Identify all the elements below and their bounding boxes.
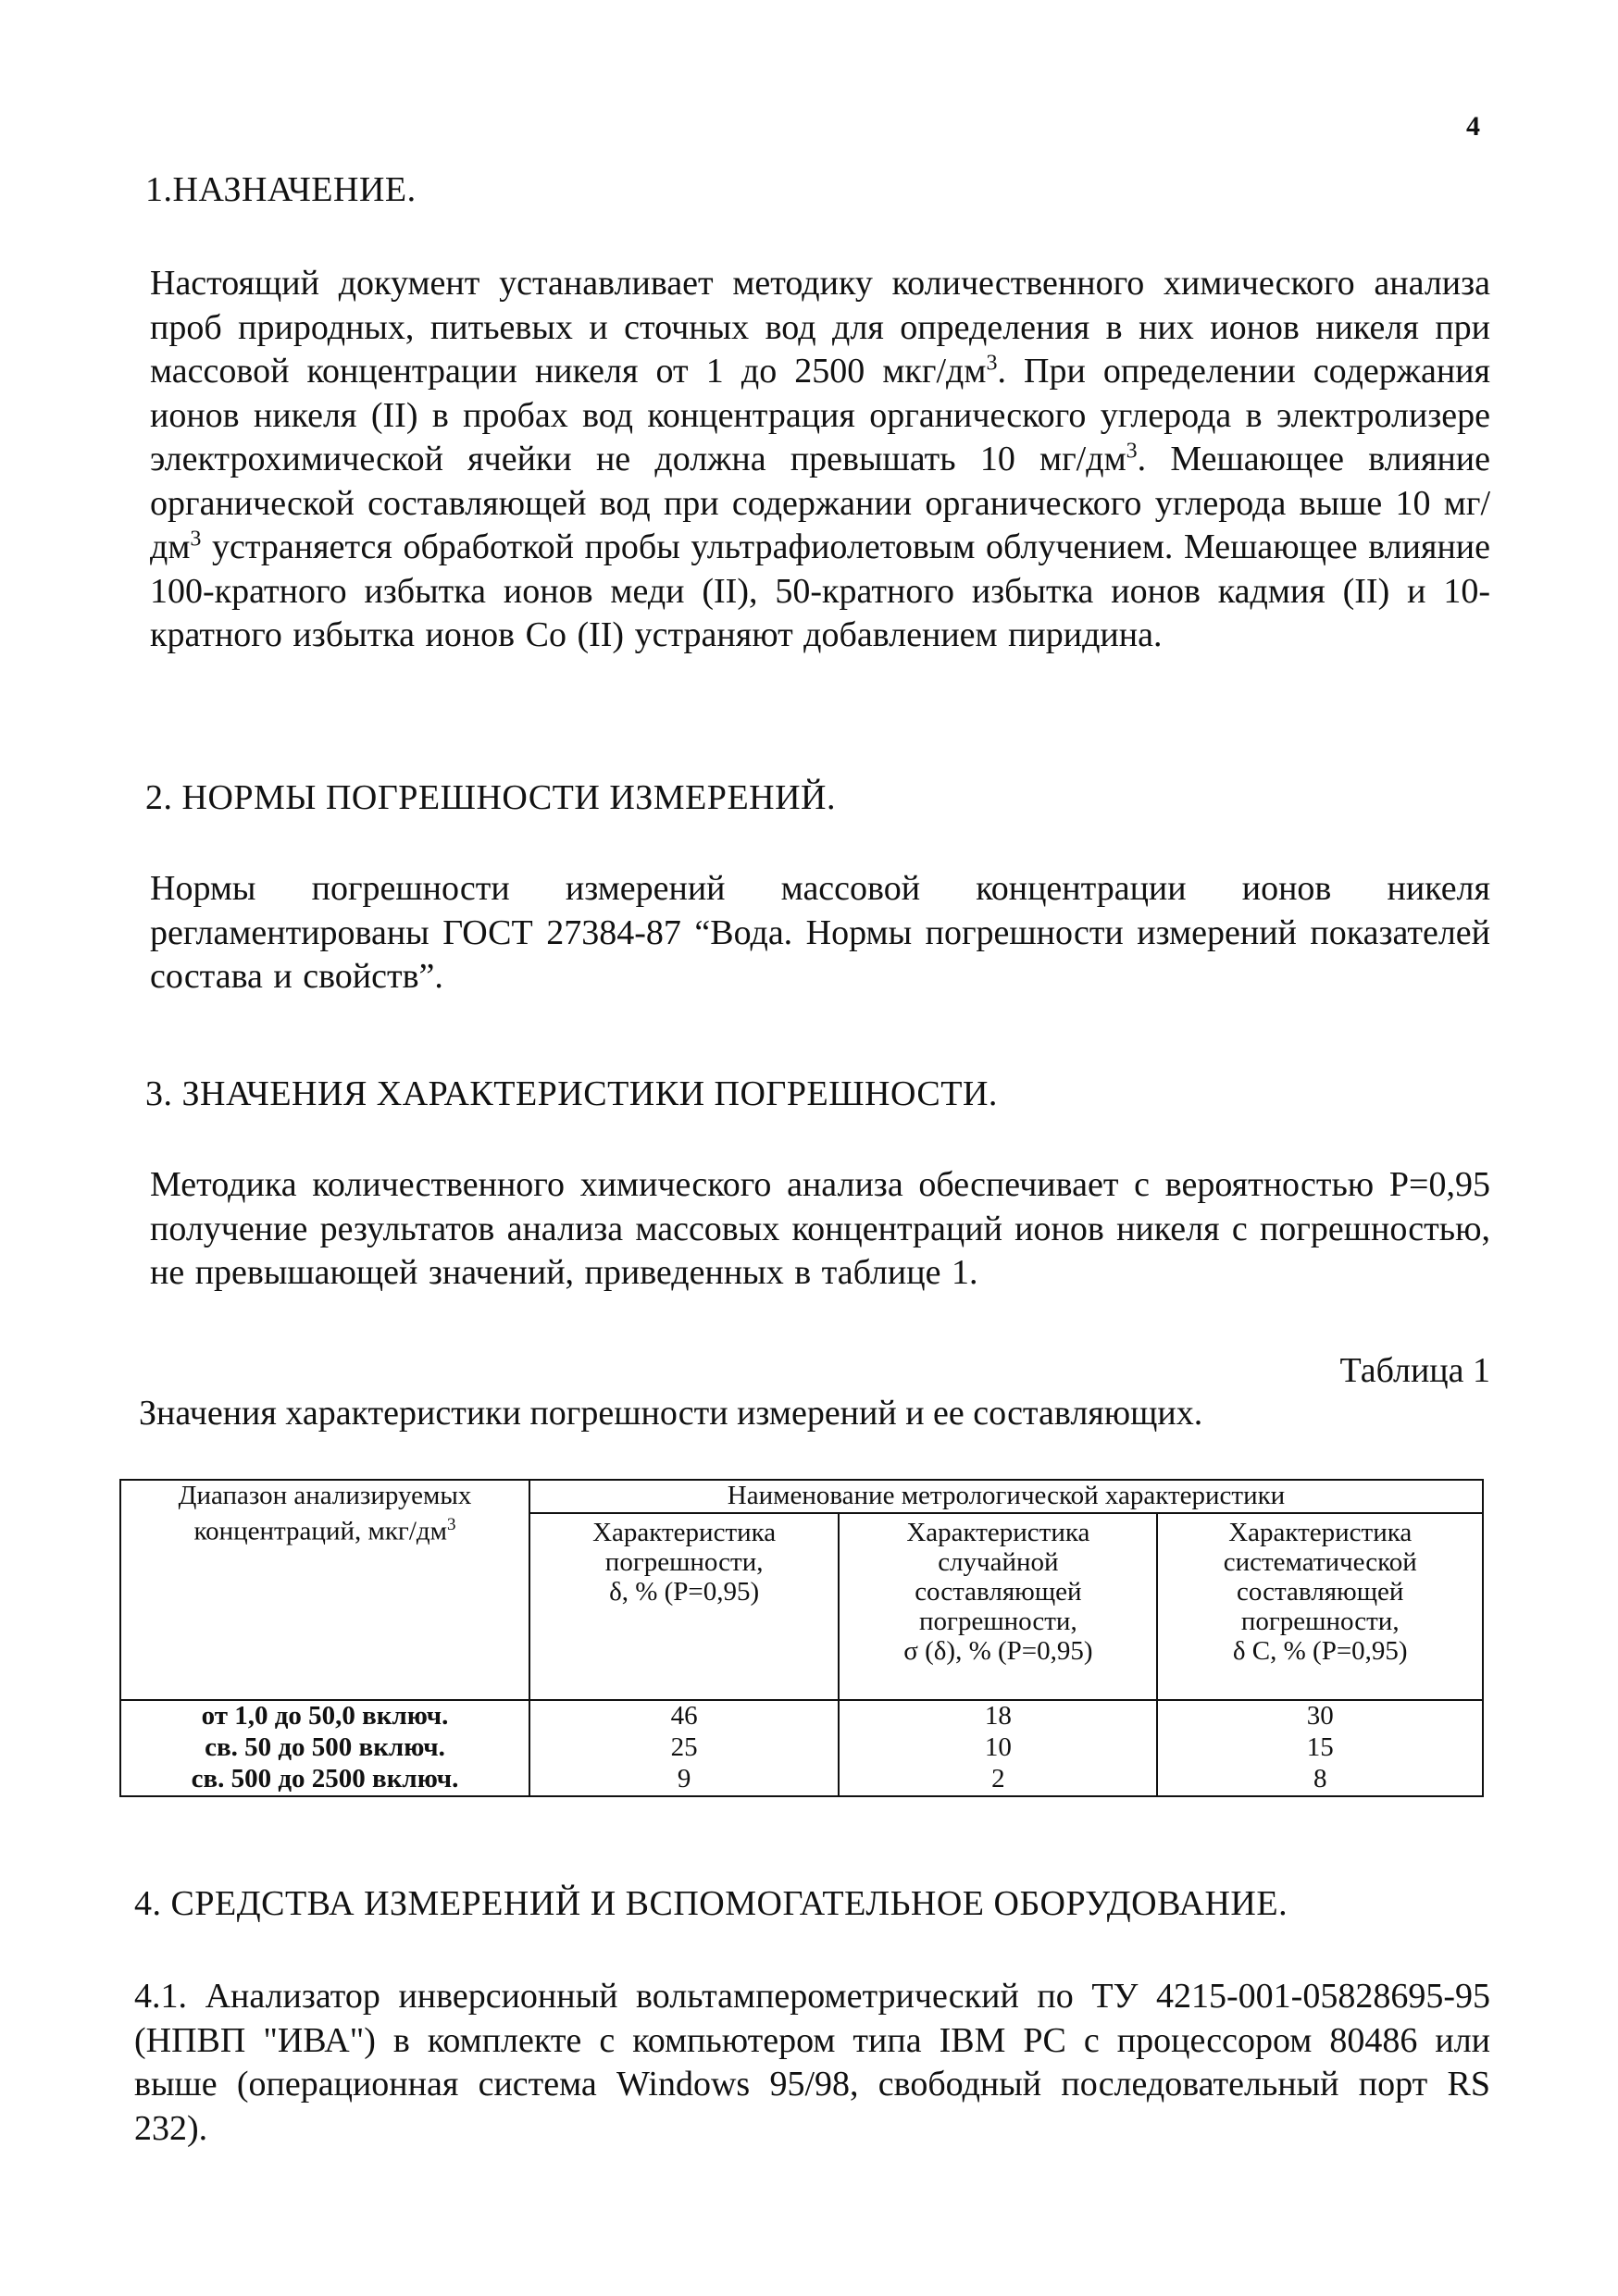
random-component-header [839, 1513, 1157, 1700]
random-value-cell: 2 [839, 1764, 1157, 1796]
paragraph-text: Настоящий документ устанавливает методику количественного химического анализа проб природных, питьевых и сточных вод для определения в них ионов никеля при массовой концентрации никеля от 1 до 2500 мкг/дм [150, 264, 1490, 391]
error-value-cell: 46 [529, 1700, 839, 1732]
header-line: составляющей [1237, 1577, 1404, 1607]
table-caption: Значения характеристики погрешности измерений и ее составляющих. [139, 1394, 1203, 1433]
section-paragraph-error-norms: Нормы погрешности измерений массовой концентрации ионов никеля регламентированы ГОСТ 27384-87 “Вода. Нормы погрешности измерений показателей состава и свойств”. [150, 869, 1490, 996]
header-line: Характеристика [592, 1518, 777, 1547]
section-heading-error-values: 3. ЗНАЧЕНИЯ ХАРАКТЕРИСТИКИ ПОГРЕШНОСТИ. [145, 1074, 998, 1113]
header-line: погрешности, [1240, 1607, 1400, 1636]
random-value-cell: 10 [839, 1732, 1157, 1764]
error-characteristic-header [529, 1513, 839, 1700]
error-characteristics-table [119, 1479, 1484, 1797]
range-cell: от 1,0 до 50,0 включ. [120, 1700, 529, 1732]
paragraph-text: устраняется обработкой пробы ультрафиолетовым облучением. Мешающее влияние 100-кратного избытка ионов меди (II), 50-кратного избытка ионов кадмия (II) и 10-кратного избытка ионов Co (II) устраняют добавлением пиридина. [150, 527, 1490, 654]
error-value-cell: 9 [529, 1764, 839, 1796]
paragraph-text: . Мешающее влияние органической составляющей вод при содержании органического углерода выше 10 мг/дм [150, 440, 1490, 566]
header-line: σ (δ), % (P=0,95) [903, 1636, 1093, 1666]
header-line: Характеристика [1228, 1518, 1413, 1547]
systematic-component-header [1157, 1513, 1483, 1700]
header-line: случайной [938, 1547, 1059, 1577]
range-cell: св. 500 до 2500 включ. [120, 1764, 529, 1796]
range-cell: св. 50 до 500 включ. [120, 1732, 529, 1764]
section-paragraph-measuring-equipment: 4.1. Анализатор инверсионный вольтамперометрический по ТУ 4215-001-05828695-95 (НПВП "ИВА") в комплекте с компьютером типа IBM PC с процессором 80486 или выше (операционная система Windows 95/98, свободный последовательный порт RS 232). [134, 1977, 1490, 2148]
section-paragraph-purpose [150, 262, 1490, 658]
section-heading-error-norms: 2. НОРМЫ ПОГРЕШНОСТИ ИЗМЕРЕНИЙ. [145, 778, 836, 817]
range-column-header [120, 1480, 529, 1700]
systematic-value-cell: 15 [1157, 1732, 1483, 1764]
page-number: 4 [1466, 111, 1480, 142]
table-row [120, 1700, 1483, 1732]
table-row [120, 1732, 1483, 1764]
table-row [120, 1764, 1483, 1796]
superscript: 3 [986, 351, 998, 376]
paragraph-text: . При определении содержания ионов никеля (II) в пробах вод концентрация органического углерода в электролизере электрохимической ячейки не должна превышать 10 мг/дм [150, 352, 1490, 478]
section-paragraph-error-values: Методика количественного химического анализа обеспечивает с вероятностью P=0,95 получение результатов анализа массовых концентраций ионов никеля с погрешностью, не превышающей значений, приведенных в таблице 1. [150, 1165, 1490, 1292]
superscript: 3 [1126, 439, 1138, 464]
header-line: составляющей [915, 1577, 1082, 1607]
header-line: δ C, % (P=0,95) [1232, 1636, 1408, 1666]
random-value-cell: 18 [839, 1700, 1157, 1732]
header-line: Диапазон анализируемых [178, 1481, 472, 1510]
header-line: Характеристика [906, 1518, 1090, 1547]
header-line: погрешности, [919, 1607, 1077, 1636]
section-heading-measuring-equipment: 4. СРЕДСТВА ИЗМЕРЕНИЙ И ВСПОМОГАТЕЛЬНОЕ ОБОРУДОВАНИЕ. [134, 1884, 1288, 1923]
header-line: погрешности, [604, 1547, 764, 1577]
superscript: 3 [190, 527, 202, 552]
table-label: Таблица 1 [1339, 1351, 1490, 1390]
section-heading-purpose: 1.НАЗНАЧЕНИЕ. [145, 170, 417, 209]
metrological-characteristic-group-header: Наименование метрологической характеристики [529, 1480, 1483, 1513]
systematic-value-cell: 8 [1157, 1764, 1483, 1796]
header-line: систематической [1223, 1547, 1417, 1577]
header-line: δ, % (P=0,95) [609, 1577, 760, 1607]
systematic-value-cell: 30 [1157, 1700, 1483, 1732]
error-value-cell: 25 [529, 1732, 839, 1764]
header-line: концентраций, мкг/$дм^3$ [193, 1515, 456, 1546]
